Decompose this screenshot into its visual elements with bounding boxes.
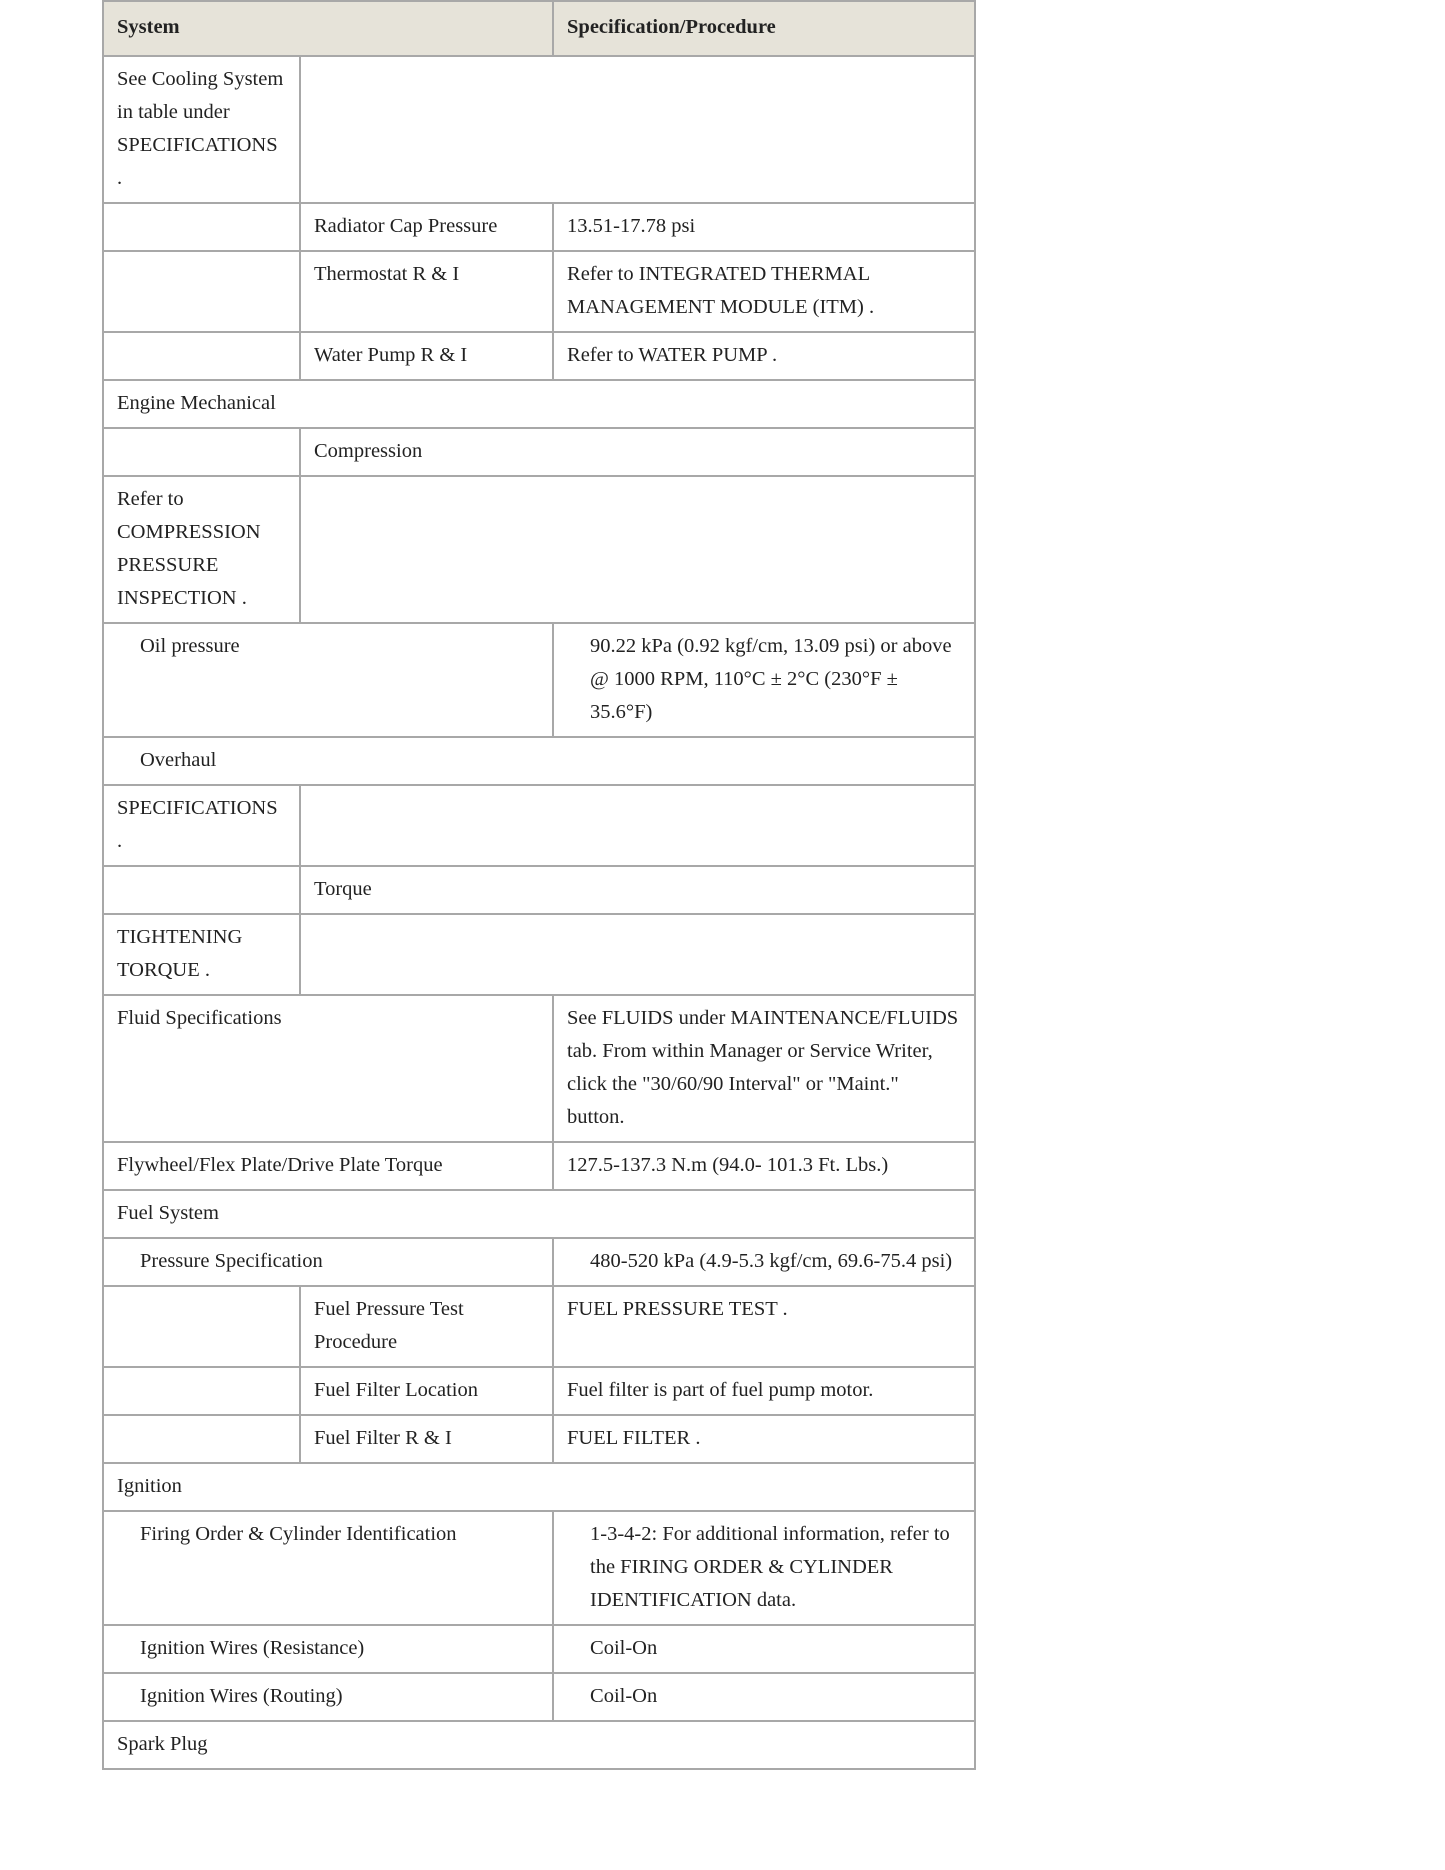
table-cell: Radiator Cap Pressure [300, 203, 553, 251]
table-row [103, 1721, 975, 1769]
table-row [103, 203, 975, 251]
table-cell: FUEL FILTER . [553, 1415, 975, 1463]
table-row [103, 995, 975, 1142]
table-cell: 127.5-137.3 N.m (94.0- 101.3 Ft. Lbs.) [553, 1142, 975, 1190]
empty-cell [300, 914, 975, 995]
section-heading-cell: Fuel System [103, 1190, 975, 1238]
table-cell: Coil-On [553, 1625, 975, 1673]
table-cell: Fuel filter is part of fuel pump motor. [553, 1367, 975, 1415]
table-cell: Ignition Wires (Routing) [103, 1673, 553, 1721]
specification-table [102, 0, 976, 1770]
table-cell: Flywheel/Flex Plate/Drive Plate Torque [103, 1142, 553, 1190]
table-cell: 1-3-4-2: For additional information, refer to the FIRING ORDER & CYLINDER IDENTIFICATION data. [553, 1511, 975, 1625]
table-row [103, 1415, 975, 1463]
table-cell: Fuel Filter Location [300, 1367, 553, 1415]
empty-cell [103, 1415, 300, 1463]
table-header-row [103, 1, 975, 56]
section-heading-cell: Engine Mechanical [103, 380, 975, 428]
table-cell: Water Pump R & I [300, 332, 553, 380]
table-row [103, 380, 975, 428]
table-cell: Fuel Pressure Test Procedure [300, 1286, 553, 1367]
section-heading-cell: Spark Plug [103, 1721, 975, 1769]
empty-cell [103, 1367, 300, 1415]
table-cell: 90.22 kPa (0.92 kgf/cm, 13.09 psi) or above @ 1000 RPM, 110°C ± 2°C (230°F ± 35.6°F) [553, 623, 975, 737]
table-cell: See FLUIDS under MAINTENANCE/FLUIDS tab. From within Manager or Service Writer, click the "30/60/90 Interval" or "Maint." button. [553, 995, 975, 1142]
empty-cell [103, 332, 300, 380]
table-cell: Firing Order & Cylinder Identification [103, 1511, 553, 1625]
table-row [103, 428, 975, 476]
spec-column-header: Specification/Procedure [553, 1, 975, 56]
table-row [103, 1673, 975, 1721]
spec-page [102, 0, 974, 1770]
empty-cell [300, 476, 975, 623]
table-cell: Refer to WATER PUMP . [553, 332, 975, 380]
table-row [103, 476, 975, 623]
table-cell: 480-520 kPa (4.9-5.3 kgf/cm, 69.6-75.4 psi) [553, 1238, 975, 1286]
table-cell: Refer to INTEGRATED THERMAL MANAGEMENT MODULE (ITM) . [553, 251, 975, 332]
empty-cell [103, 1286, 300, 1367]
table-row [103, 56, 975, 203]
table-cell: Refer to COMPRESSION PRESSURE INSPECTION . [103, 476, 300, 623]
table-cell: Fluid Specifications [103, 995, 553, 1142]
table-row [103, 1511, 975, 1625]
table-cell: Compression [300, 428, 975, 476]
table-row [103, 1238, 975, 1286]
section-heading-cell: Ignition [103, 1463, 975, 1511]
table-row [103, 866, 975, 914]
table-cell: Coil-On [553, 1673, 975, 1721]
table-cell: Torque [300, 866, 975, 914]
table-row [103, 1367, 975, 1415]
table-row [103, 737, 975, 785]
table-cell: Pressure Specification [103, 1238, 553, 1286]
table-cell: 13.51-17.78 psi [553, 203, 975, 251]
table-cell: Thermostat R & I [300, 251, 553, 332]
empty-cell [300, 56, 975, 203]
table-row [103, 914, 975, 995]
table-cell: Ignition Wires (Resistance) [103, 1625, 553, 1673]
table-cell: See Cooling System in table under SPECIFICATIONS . [103, 56, 300, 203]
table-cell: SPECIFICATIONS . [103, 785, 300, 866]
empty-cell [103, 203, 300, 251]
table-row [103, 1190, 975, 1238]
table-row [103, 1142, 975, 1190]
system-column-header: System [103, 1, 553, 56]
empty-cell [300, 785, 975, 866]
table-cell: FUEL PRESSURE TEST . [553, 1286, 975, 1367]
table-cell: Overhaul [103, 737, 975, 785]
table-cell: Oil pressure [103, 623, 553, 737]
empty-cell [103, 866, 300, 914]
table-cell: Fuel Filter R & I [300, 1415, 553, 1463]
table-row [103, 251, 975, 332]
table-row [103, 332, 975, 380]
empty-cell [103, 251, 300, 332]
table-row [103, 623, 975, 737]
empty-cell [103, 428, 300, 476]
table-cell: TIGHTENING TORQUE . [103, 914, 300, 995]
table-row [103, 785, 975, 866]
table-row [103, 1625, 975, 1673]
table-row [103, 1286, 975, 1367]
table-row [103, 1463, 975, 1511]
